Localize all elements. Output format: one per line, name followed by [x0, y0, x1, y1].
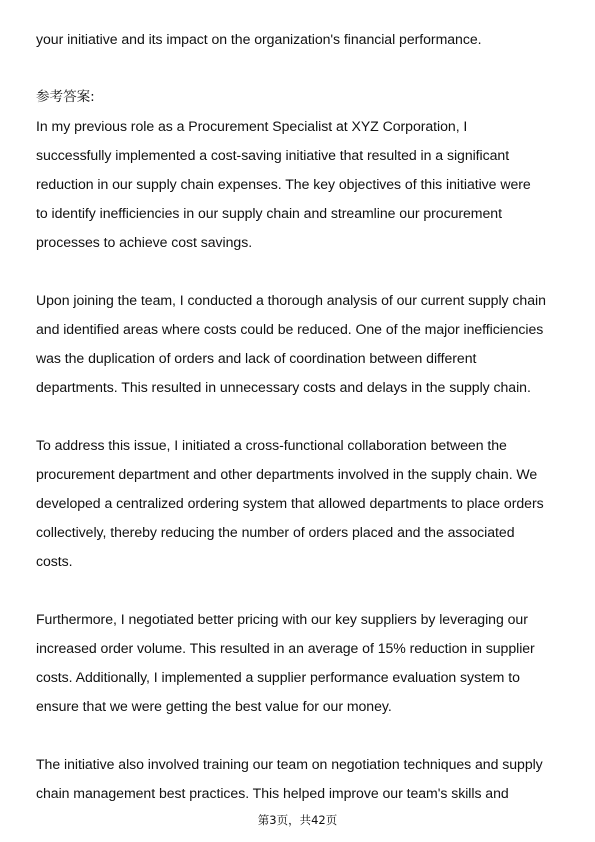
paragraph-gap: [36, 257, 566, 286]
paragraph-5: [36, 750, 566, 808]
paragraph-gap: [36, 54, 566, 83]
paragraph-line: costs. Additionally, I implemented a supplier performance evaluation system to: [36, 669, 520, 685]
paragraph-line: successfully implemented a cost-saving initiative that resulted in a significant: [36, 147, 510, 163]
paragraph-2: [36, 286, 566, 402]
paragraph-4: [36, 605, 566, 721]
paragraph-line: developed a centralized ordering system that allowed departments to place orders: [36, 495, 544, 511]
paragraph-line: costs.: [36, 553, 73, 569]
paragraph-line: In my previous role as a Procurement Specialist at XYZ Corporation, I: [36, 118, 468, 134]
paragraph-line: ensure that we were getting the best value for our money.: [36, 698, 392, 714]
document-page: [36, 25, 566, 808]
answer-label: 参考答案:: [36, 89, 95, 105]
intro-line: your initiative and its impact on the organization's financial performance.: [36, 31, 482, 47]
paragraph-line: Furthermore, I negotiated better pricing with our key suppliers by leveraging our: [36, 611, 528, 627]
page-footer: 第3页，共42页: [257, 813, 338, 827]
paragraph-3: [36, 431, 566, 576]
paragraph-line: procurement department and other departments involved in the supply chain. We: [36, 466, 538, 482]
paragraph-line: The initiative also involved training our team on negotiation techniques and supply: [36, 756, 543, 772]
paragraph-line: was the duplication of orders and lack of coordination between different: [36, 350, 477, 366]
paragraph-line: reduction in our supply chain expenses. The key objectives of this initiative were: [36, 176, 531, 192]
paragraph-line: and identified areas where costs could be reduced. One of the major inefficiencies: [36, 321, 544, 337]
paragraph-line: to identify inefficiencies in our supply chain and streamline our procurement: [36, 205, 502, 221]
paragraph-gap: [36, 402, 566, 431]
paragraph-line: Upon joining the team, I conducted a thorough analysis of our current supply chain: [36, 292, 546, 308]
paragraph-gap: [36, 721, 566, 750]
paragraph-line: departments. This resulted in unnecessary costs and delays in the supply chain.: [36, 379, 531, 395]
paragraph-line: collectively, thereby reducing the number of orders placed and the associated: [36, 524, 515, 540]
paragraph-line: increased order volume. This resulted in an average of 15% reduction in supplier: [36, 640, 535, 656]
paragraph-line: To address this issue, I initiated a cross-functional collaboration between the: [36, 437, 507, 453]
paragraph-1: [36, 112, 566, 257]
paragraph-line: chain management best practices. This helped improve our team's skills and: [36, 785, 509, 801]
paragraph-line: processes to achieve cost savings.: [36, 234, 253, 250]
paragraph-gap: [36, 576, 566, 605]
